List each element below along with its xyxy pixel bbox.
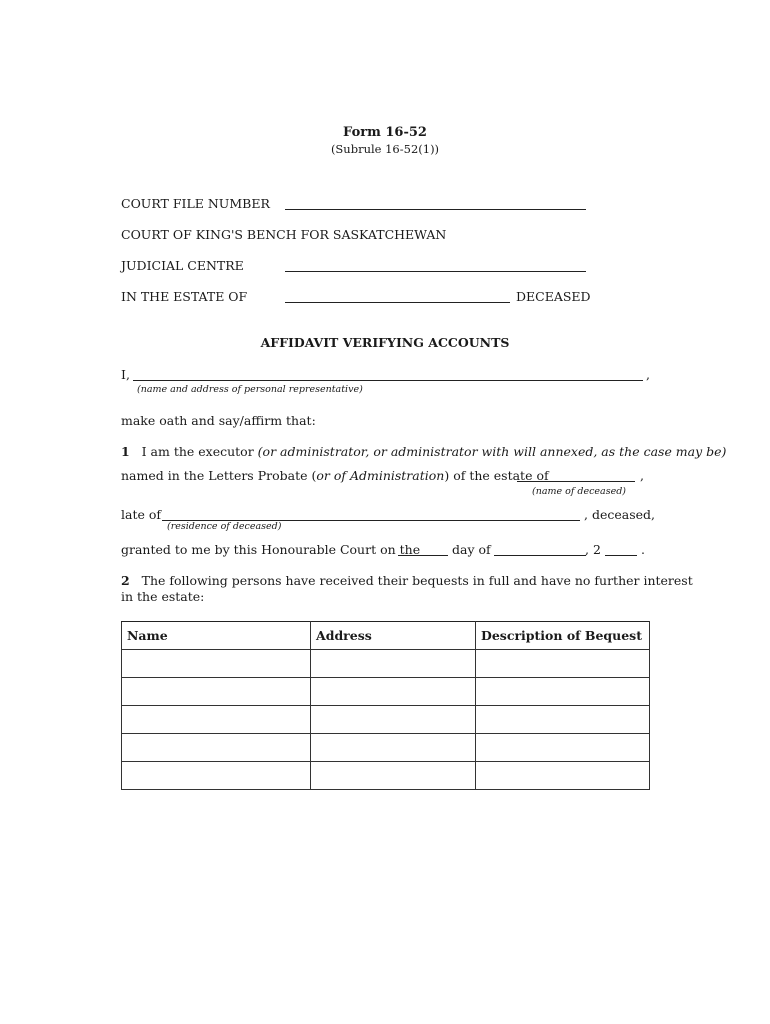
address-cell[interactable] [311, 734, 476, 762]
late-of-prefix: late of [121, 507, 161, 522]
name-cell[interactable] [122, 762, 311, 790]
estate-label: IN THE ESTATE OF [121, 289, 248, 304]
paragraph-2-number: 2 [121, 573, 130, 588]
granted-year-prefix: , 2 [585, 542, 601, 557]
document-title: AFFIDAVIT VERIFYING ACCOUNTS [260, 335, 510, 350]
residence-hint: (residence of deceased) [167, 521, 282, 532]
address-cell[interactable] [311, 762, 476, 790]
paragraph-1-text: I am the executor [141, 444, 254, 459]
i-suffix: , [646, 367, 650, 382]
paragraph-2-text: The following persons have received their bequests in full and have no further interest [141, 573, 693, 588]
late-of-suffix: , deceased, [584, 507, 655, 522]
deceased-label: DECEASED [516, 289, 591, 304]
name-address-hint: (name and address of personal representative) [137, 384, 363, 395]
address-cell[interactable] [311, 650, 476, 678]
name-cell[interactable] [122, 650, 311, 678]
description-cell[interactable] [476, 762, 650, 790]
description-cell[interactable] [476, 678, 650, 706]
named-prefix: named in the Letters Probate ( [121, 468, 317, 483]
paragraph-1 [121, 444, 726, 459]
name-of-deceased-field[interactable] [517, 481, 635, 482]
description-cell[interactable] [476, 650, 650, 678]
description-cell[interactable] [476, 706, 650, 734]
paragraph-1-italic: (or administrator, or administrator with will annexed, as the case may be) [257, 444, 727, 459]
granted-year-field[interactable] [605, 555, 637, 556]
named-italic: or of Administration [316, 468, 445, 483]
table-header-row [122, 622, 650, 650]
estate-name-field[interactable] [285, 302, 510, 303]
paragraph-2-line-2: in the estate: [121, 589, 205, 604]
description-cell[interactable] [476, 734, 650, 762]
table-row [122, 650, 650, 678]
personal-representative-field[interactable] [133, 380, 643, 381]
judicial-centre-field[interactable] [285, 271, 586, 272]
granted-month-field[interactable] [494, 555, 586, 556]
column-header-address: Address [311, 622, 476, 650]
name-cell[interactable] [122, 734, 311, 762]
name-cell[interactable] [122, 678, 311, 706]
paragraph-2-line-1 [121, 573, 693, 588]
judicial-centre-label: JUDICIAL CENTRE [121, 258, 244, 273]
table-row [122, 678, 650, 706]
table-row [122, 762, 650, 790]
bequests-table [121, 621, 650, 790]
paragraph-1-number: 1 [121, 444, 130, 459]
granted-date-field[interactable] [398, 555, 448, 556]
granted-day-label: day of [452, 542, 491, 557]
address-cell[interactable] [311, 706, 476, 734]
name-of-deceased-hint: (name of deceased) [532, 486, 626, 497]
name-cell[interactable] [122, 706, 311, 734]
named-in-line [121, 468, 549, 483]
subrule: (Subrule 16-52(1)) [330, 142, 440, 156]
oath-line: make oath and say/affirm that: [121, 413, 316, 428]
form-number: Form 16-52 [343, 125, 427, 140]
i-prefix: I, [121, 367, 130, 382]
named-suffix: ) of the estate of [444, 468, 549, 483]
column-header-name: Name [122, 622, 311, 650]
table-row [122, 734, 650, 762]
court-name: COURT OF KING'S BENCH FOR SASKATCHEWAN [121, 227, 447, 242]
column-header-description: Description of Bequest [476, 622, 650, 650]
court-file-number-label: COURT FILE NUMBER [121, 196, 270, 211]
address-cell[interactable] [311, 678, 476, 706]
granted-text: granted to me by this Honourable Court on the [121, 542, 421, 557]
granted-end: . [641, 542, 645, 557]
court-file-number-field[interactable] [285, 209, 586, 210]
table-row [122, 706, 650, 734]
named-end: , [640, 468, 644, 483]
